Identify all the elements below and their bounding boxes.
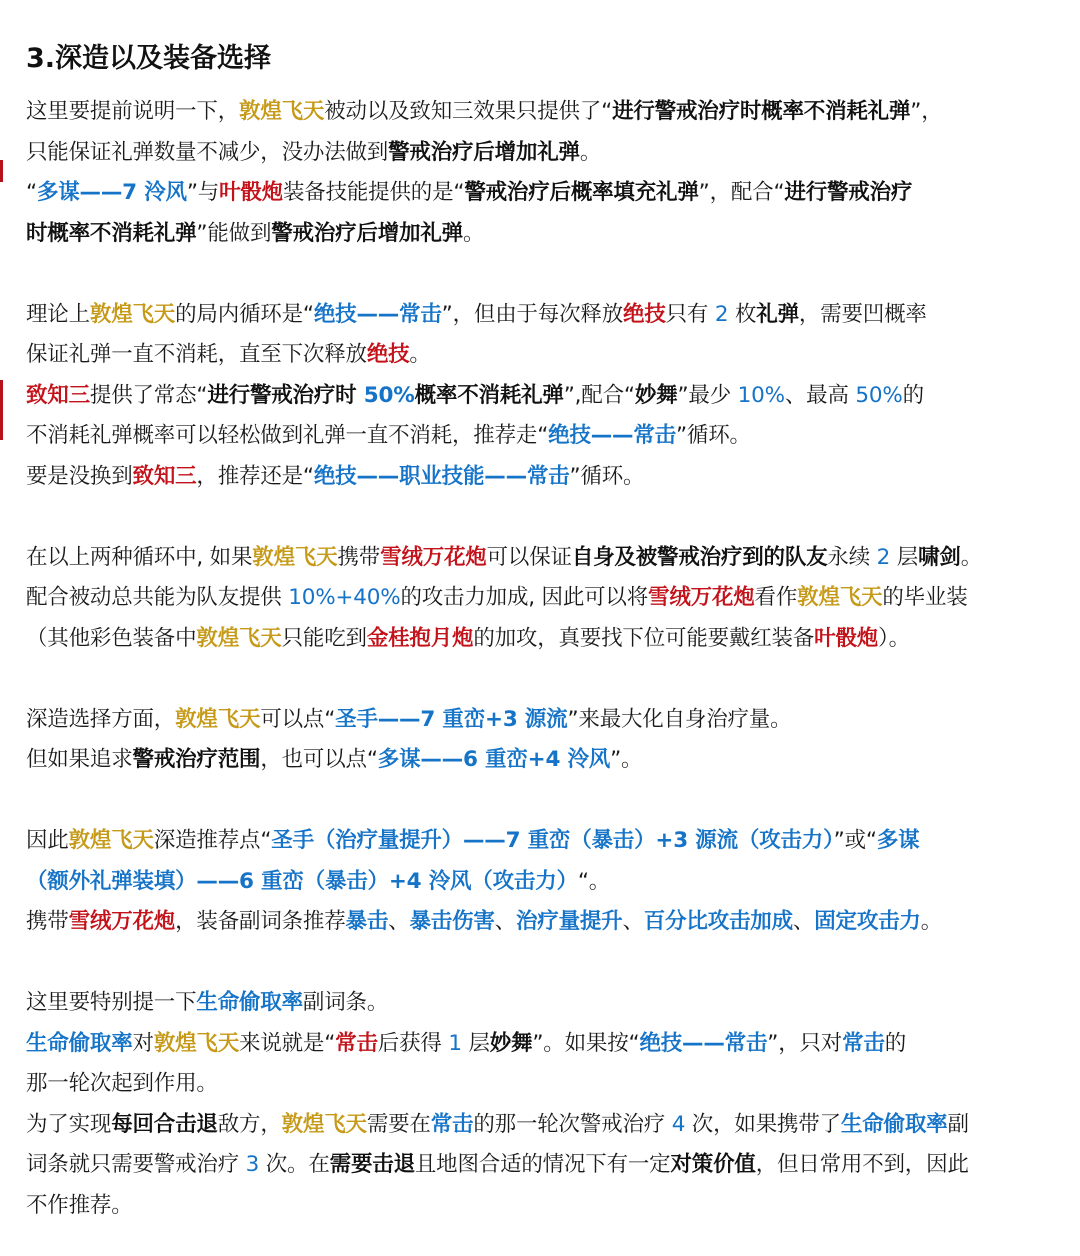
- highlight-blue: 绝技——常击: [313, 301, 442, 327]
- highlight-blue: 生命偷取率: [26, 1030, 133, 1056]
- text-run: 、: [388, 909, 410, 934]
- text-run: 的毕业装: [882, 585, 968, 610]
- text-run: 、: [494, 909, 516, 934]
- highlight-gold: 敦煌飞天: [797, 585, 883, 610]
- text-run: 只能保证礼弹数量不减少，没办法做到: [26, 139, 389, 165]
- bold-text: 啸剑: [918, 544, 961, 570]
- text-run: 深造选择方面，: [26, 706, 176, 732]
- text-run: 、最高: [784, 382, 856, 408]
- paragraph-gap: [26, 943, 1056, 984]
- highlight-red: 叶骰炮: [219, 180, 283, 205]
- text-run: 深造推荐点“: [153, 828, 272, 853]
- highlight-blue: 生命偷取率: [840, 1111, 948, 1137]
- document-body: [26, 40, 1056, 1226]
- text-run: 被动以及致知三效果只提供了“: [324, 99, 613, 124]
- highlight-blue: 常击: [430, 1111, 474, 1137]
- left-edge-mark: [0, 380, 3, 440]
- text-run: ”循环。: [569, 463, 645, 489]
- highlight-blue: （额外礼弹装填）——6 重峦（暴击）+4 泠风（攻击力）: [26, 868, 578, 894]
- highlight-blue: 绝技——常击: [548, 423, 676, 448]
- text-line: [26, 92, 1056, 133]
- text-run: ，推荐还是“: [196, 463, 314, 489]
- text-line: [26, 619, 1056, 660]
- highlight-blue: 多谋——6 重峦+4 泠风: [377, 747, 611, 772]
- text-line: [26, 1186, 1056, 1227]
- text-run: 看作: [754, 585, 798, 610]
- text-run: 的局内循环是“: [175, 301, 314, 327]
- paragraph-gap: [26, 781, 1056, 822]
- number-value: 3: [245, 1152, 260, 1177]
- text-line: [26, 1024, 1056, 1065]
- text-run: 可以保证: [486, 544, 572, 570]
- text-run: “: [26, 180, 37, 205]
- text-line: [26, 376, 1056, 417]
- bold-text: 自身及被警戒治疗到的队友: [571, 544, 828, 570]
- number-value: 50%: [855, 382, 903, 408]
- text-run: 的那一轮次警戒治疗: [473, 1111, 672, 1137]
- text-run: 不消耗礼弹概率可以轻松做到礼弹一直不消耗，推荐走“: [26, 423, 549, 448]
- highlight-gold: 敦煌飞天: [239, 99, 325, 124]
- section-title: 3.深造以及装备选择: [26, 43, 272, 74]
- bold-text: 警戒治疗后概率填充礼弹: [464, 180, 699, 205]
- text-run: 对: [132, 1030, 154, 1056]
- number-value: 2: [876, 544, 891, 570]
- text-line: [26, 1145, 1056, 1186]
- highlight-red: 常击: [335, 1030, 378, 1056]
- bold-text: 时概率不消耗礼弹: [26, 220, 197, 246]
- text-run: 、: [622, 909, 644, 934]
- text-run: ”。如果按“: [532, 1030, 640, 1056]
- paragraph-gap: [26, 254, 1056, 295]
- text-run: 后获得: [377, 1030, 449, 1056]
- text-run: 需要在: [366, 1111, 431, 1137]
- text-run: ，也可以点“: [260, 747, 378, 772]
- text-run: ”或“: [833, 828, 877, 853]
- bold-text: 进行警戒治疗时: [207, 382, 364, 408]
- text-run: 次。在: [259, 1152, 330, 1177]
- text-run: 这里要特别提一下: [26, 990, 197, 1015]
- text-run: 不作推荐。: [26, 1192, 133, 1218]
- number-value: 10%+40%: [288, 585, 401, 610]
- highlight-blue: 绝技——职业技能——常击: [313, 463, 570, 489]
- text-run: 装备技能提供的是“: [282, 180, 465, 205]
- text-line: [26, 133, 1056, 174]
- highlight-blue: 圣手——7 重峦+3 源流: [335, 706, 568, 732]
- text-run: ”，: [910, 99, 943, 124]
- paragraph-gap: [26, 497, 1056, 538]
- highlight-gold: 敦煌飞天: [252, 544, 338, 570]
- text-run: 配合被动总共能为队友提供: [26, 585, 289, 610]
- text-run: 携带: [337, 544, 381, 570]
- text-run: ”，只对: [767, 1030, 843, 1056]
- paragraph: [26, 538, 1056, 660]
- highlight-blue: 50%: [363, 382, 415, 408]
- text-run: 。: [409, 342, 431, 367]
- bold-text: 警戒治疗后增加礼弹: [271, 220, 463, 246]
- text-run: “。: [577, 868, 611, 894]
- text-run: 那一轮次起到作用。: [26, 1071, 218, 1096]
- text-line: [26, 740, 1056, 781]
- text-run: ”与: [186, 180, 220, 205]
- text-run: 因此: [26, 828, 69, 853]
- bold-text: 妙舞: [489, 1030, 533, 1056]
- highlight-red: 叶骰炮: [814, 625, 879, 651]
- text-run: 层: [461, 1030, 490, 1056]
- highlight-gold: 敦煌飞天: [196, 625, 282, 651]
- text-line: [26, 821, 1056, 862]
- paragraph-gap: [26, 659, 1056, 700]
- text-line: [26, 1105, 1056, 1146]
- highlight-blue: 生命偷取率: [196, 990, 303, 1015]
- highlight-red: 雪绒万花炮: [648, 585, 755, 610]
- highlight-gold: 敦煌飞天: [153, 1030, 240, 1056]
- highlight-gold: 敦煌飞天: [68, 828, 154, 853]
- highlight-red: 致知三: [26, 382, 90, 408]
- text-run: 只能吃到: [281, 625, 367, 651]
- bold-text: 进行警戒治疗时概率不消耗礼弹: [612, 99, 911, 124]
- highlight-blue: 常击: [842, 1030, 885, 1056]
- text-run: ”最少: [677, 382, 738, 408]
- bold-text: 警戒治疗范围: [132, 747, 261, 772]
- text-run: 来说就是“: [239, 1030, 336, 1056]
- text-run: 的攻击力加成, 因此可以将: [400, 585, 649, 610]
- paragraph: [26, 983, 1056, 1226]
- text-run: 可以点“: [260, 706, 336, 732]
- text-run: 永续: [827, 544, 877, 570]
- text-line: [26, 983, 1056, 1024]
- text-run: 、: [792, 909, 815, 934]
- text-run: ”，配合“: [698, 180, 785, 205]
- text-run: 提供了常态“: [89, 382, 208, 408]
- text-line: [26, 538, 1056, 579]
- text-run: ，需要凹概率: [798, 301, 927, 327]
- bold-text: 警戒治疗后增加礼弹: [388, 139, 580, 165]
- highlight-red: 致知三: [132, 463, 197, 489]
- text-run: 副词条。: [302, 990, 389, 1015]
- text-run: 。: [920, 909, 943, 934]
- highlight-blue: 暴击: [345, 909, 389, 934]
- highlight-red: 雪绒万花炮: [68, 909, 176, 934]
- text-run: 次，如果携带了: [685, 1111, 841, 1137]
- text-run: 在以上两种循环中, 如果: [26, 544, 253, 570]
- text-run: 。: [462, 220, 485, 246]
- highlight-blue: 治疗量提升: [515, 909, 623, 934]
- text-run: 。: [960, 544, 983, 570]
- bold-text: 需要击退: [329, 1152, 415, 1177]
- text-line: [26, 214, 1056, 255]
- text-run: 只有: [665, 301, 715, 327]
- bold-text: 礼弹: [756, 301, 799, 327]
- section-content: [26, 92, 1056, 1226]
- text-line: [26, 295, 1056, 336]
- text-line: [26, 1064, 1056, 1105]
- bold-text: 对策价值: [670, 1152, 756, 1177]
- text-run: 层: [890, 544, 919, 570]
- text-run: ，装备副词条推荐: [175, 909, 346, 934]
- text-line: [26, 457, 1056, 498]
- paragraph: [26, 295, 1056, 498]
- highlight-red: 金桂抱月炮: [366, 625, 474, 651]
- number-value: 4: [671, 1111, 686, 1137]
- text-run: ”，但由于每次释放: [441, 301, 624, 327]
- text-line: [26, 902, 1056, 943]
- text-run: ”来最大化自身治疗量。: [567, 706, 792, 732]
- bold-text: 每回合击退: [111, 1111, 218, 1137]
- paragraph: [26, 92, 1056, 254]
- text-run: ”循环。: [675, 423, 751, 448]
- number-value: 10%: [737, 382, 785, 408]
- text-run: 要是没换到: [26, 463, 133, 489]
- text-run: ，但日常用不到，因此: [755, 1152, 969, 1177]
- text-run: 且地图合适的情况下有一定: [414, 1152, 671, 1177]
- text-line: [26, 578, 1056, 619]
- text-run: （其他彩色装备中: [26, 625, 197, 651]
- text-line: [26, 173, 1056, 214]
- highlight-gold: 敦煌飞天: [175, 706, 261, 732]
- paragraph: [26, 700, 1056, 781]
- highlight-gold: 敦煌飞天: [89, 301, 176, 327]
- highlight-red: 雪绒万花炮: [380, 544, 487, 570]
- text-run: 这里要提前说明一下，: [26, 99, 240, 124]
- text-run: ”。: [610, 747, 643, 772]
- text-line: [26, 335, 1056, 376]
- text-run: 词条就只需要警戒治疗: [26, 1152, 246, 1177]
- highlight-blue: 多谋: [876, 828, 920, 853]
- text-line: [26, 700, 1056, 741]
- text-line: [26, 862, 1056, 903]
- highlight-gold: 敦煌飞天: [281, 1111, 367, 1137]
- bold-text: 进行警戒治疗: [784, 180, 913, 205]
- text-run: 携带: [26, 909, 69, 934]
- text-run: 保证礼弹一直不消耗，直至下次释放: [26, 342, 367, 367]
- number-value: 2: [714, 301, 729, 327]
- text-run: 副: [947, 1111, 969, 1137]
- number-value: 1: [448, 1030, 462, 1056]
- highlight-red: 绝技: [366, 342, 410, 367]
- text-run: 但如果追求: [26, 747, 133, 772]
- paragraph: [26, 821, 1056, 943]
- highlight-blue: 固定攻击力: [814, 909, 921, 934]
- text-run: 敌方，: [217, 1111, 282, 1137]
- highlight-red: 绝技: [623, 301, 666, 327]
- text-run: 的: [902, 382, 924, 408]
- highlight-blue: 百分比攻击加成: [643, 909, 793, 934]
- text-run: 为了实现: [26, 1111, 112, 1137]
- text-line: [26, 416, 1056, 457]
- bold-text: 妙舞: [634, 382, 678, 408]
- text-run: 。: [579, 139, 602, 165]
- highlight-blue: 圣手（治疗量提升）——7 重峦（暴击）+3 源流（攻击力）: [271, 828, 834, 853]
- highlight-blue: 暴击伤害: [409, 909, 495, 934]
- text-run: 理论上: [26, 301, 90, 327]
- text-run: 的加攻，真要找下位可能要戴红装备: [473, 625, 815, 651]
- text-run: ”能做到: [196, 220, 272, 246]
- highlight-blue: 多谋——7 泠风: [36, 180, 187, 205]
- text-run: ”,配合“: [563, 382, 635, 408]
- text-run: ）。: [878, 625, 910, 651]
- highlight-blue: 绝技——常击: [639, 1030, 768, 1056]
- bold-text: 概率不消耗礼弹: [414, 382, 564, 408]
- text-run: 枚: [728, 301, 757, 327]
- text-run: 的: [884, 1030, 907, 1056]
- left-edge-mark: [0, 160, 3, 182]
